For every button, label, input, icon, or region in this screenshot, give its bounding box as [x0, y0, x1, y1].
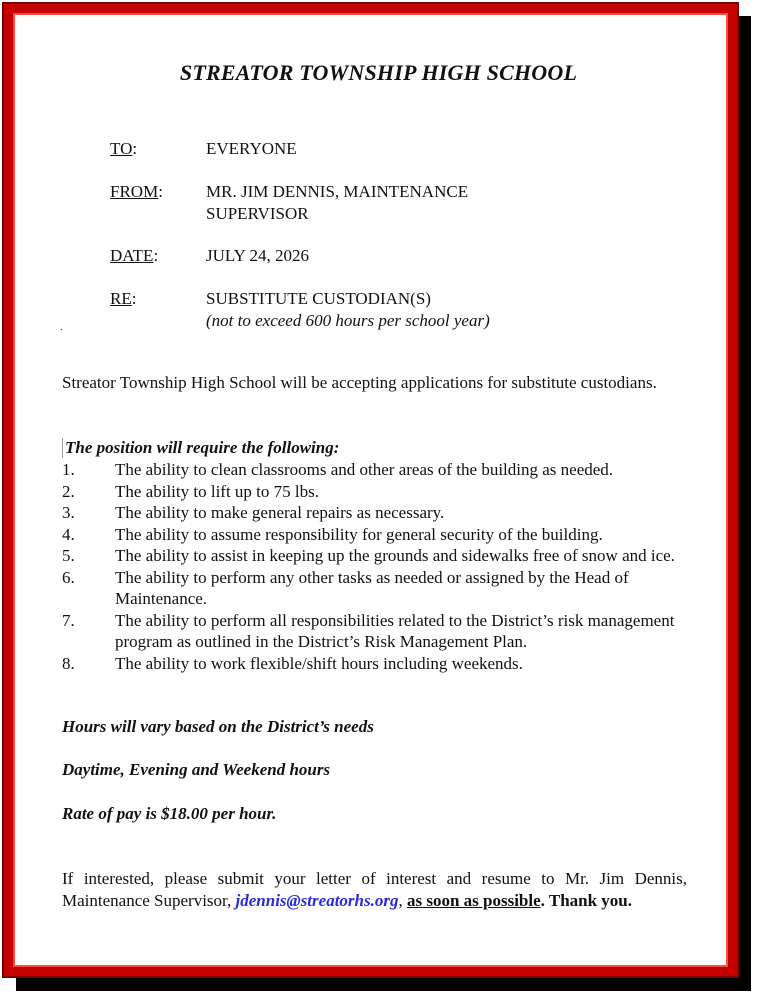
- intro-paragraph: Streator Township High School will be accepting applications for substitute custodians.: [62, 373, 657, 392]
- asap-emphasis: as soon as possible: [406, 891, 541, 910]
- from-label: FROM:: [110, 182, 163, 201]
- re-value-block: [206, 288, 566, 332]
- email-link[interactable]: jdennis@streatorhs.org: [235, 891, 399, 910]
- date-value: JULY 24, 2026: [206, 246, 309, 265]
- to-label: TO:: [110, 139, 138, 158]
- pay-note: Rate of pay is $18.00 per hour.: [62, 804, 277, 823]
- re-label: RE:: [110, 289, 137, 308]
- date-label: DATE:: [110, 246, 159, 265]
- requirements-heading: The position will require the following:: [62, 438, 339, 458]
- list-item: 7. The ability to perform all responsibilities related to the District’s risk management program as outlined in the District’s Risk Management Plan.: [62, 610, 675, 651]
- closing-paragraph: If interested, please submit your letter of interest and resume to Mr. Jim Dennis, Maintenance Supervisor, jdennis@streatorhs.org, as soon as possible. Thank you.: [62, 869, 687, 910]
- list-item: 8. The ability to work flexible/shift hours including weekends.: [62, 653, 523, 673]
- re-note: (not to exceed 600 hours per school year): [206, 311, 490, 330]
- shifts-note: Daytime, Evening and Weekend hours: [62, 760, 331, 779]
- to-value: EVERYONE: [206, 139, 297, 158]
- list-item: 5. The ability to assist in keeping up the grounds and sidewalks free of snow and ice.: [62, 546, 675, 565]
- list-item: 6. The ability to perform any other tasks as needed or assigned by the Head of Maintenance.: [62, 567, 629, 608]
- list-item: 2. The ability to lift up to 75 lbs.: [62, 481, 319, 501]
- list-item: 4. The ability to assume responsibility for general security of the building.: [62, 524, 603, 544]
- requirements-list: [62, 459, 692, 674]
- list-item: 3. The ability to make general repairs as necessary.: [62, 503, 445, 522]
- stray-mark: .: [60, 322, 63, 333]
- list-item: 1. The ability to clean classrooms and other areas of the building as needed.: [62, 460, 614, 479]
- re-value: SUBSTITUTE CUSTODIAN(S): [206, 289, 431, 308]
- hours-note: Hours will vary based on the District’s needs: [62, 717, 374, 736]
- school-title: STREATOR TOWNSHIP HIGH SCHOOL: [179, 60, 578, 85]
- from-value: MR. JIM DENNIS, MAINTENANCE SUPERVISOR: [206, 182, 469, 223]
